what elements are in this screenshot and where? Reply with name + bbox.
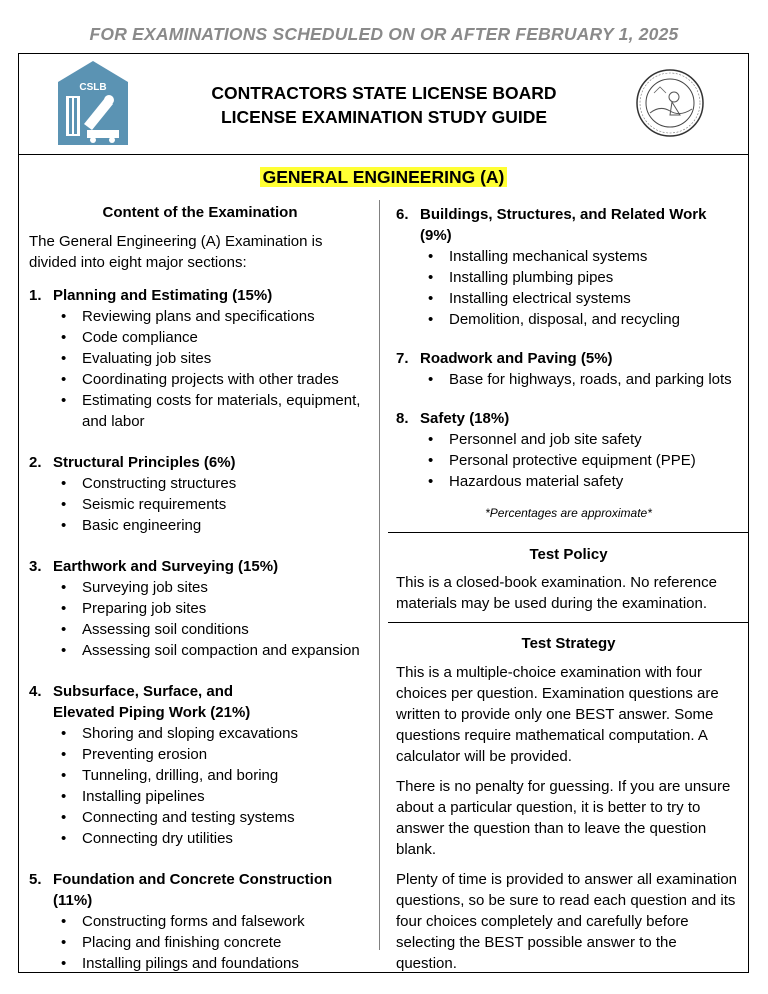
list-item: • Installing electrical systems (396, 288, 741, 309)
section-heading-cont: Elevated Piping Work (21%) (53, 704, 251, 721)
list-item: • Preventing erosion (29, 744, 371, 765)
list-item: • Evaluating job sites (29, 348, 371, 369)
test-policy-heading: Test Policy (529, 546, 608, 563)
guide-title: LICENSE EXAMINATION STUDY GUIDE (220, 107, 548, 127)
list-item: • Seismic requirements (29, 494, 371, 515)
list-item: • Personal protective equipment (PPE) (396, 450, 741, 471)
list-item: • Installing pilings and foundations (29, 953, 371, 974)
list-item: • Installing mechanical systems (396, 246, 741, 267)
section-1 (29, 285, 371, 432)
section-heading: 3. Earthwork and Surveying (15%) (29, 558, 279, 575)
list-item: • Tunneling, drilling, and boring (29, 765, 371, 786)
section-heading: 8. Safety (18%) (396, 410, 510, 427)
board-title: CONTRACTORS STATE LICENSE BOARD (211, 83, 557, 103)
section-2 (29, 452, 371, 536)
test-strategy-paragraph: Plenty of time is provided to answer all examination questions, so be sure to read each question and its four choices completely and carefully before selecting the BEST possible answer to the question. (396, 871, 738, 972)
list-item: • Constructing structures (29, 473, 371, 494)
section-5 (29, 869, 371, 974)
section-8 (396, 408, 741, 492)
test-policy-text: This is a closed-book examination. No reference materials may be used during the examination. (396, 574, 717, 612)
section-heading: 4. Subsurface, Surface, and (29, 683, 234, 700)
divider-line (388, 532, 749, 533)
test-strategy-heading: Test Strategy (521, 635, 616, 652)
list-item: • Connecting dry utilities (29, 828, 371, 849)
list-item: • Shoring and sloping excavations (29, 723, 371, 744)
section-heading: 6. Buildings, Structures, and Related Work (9%) (396, 206, 707, 244)
right-column (396, 204, 741, 974)
study-guide-frame (18, 53, 749, 973)
list-item: • Coordinating projects with other trades (29, 369, 371, 390)
exam-date-banner: FOR EXAMINATIONS SCHEDULED ON OR AFTER FEBRUARY 1, 2025 (89, 24, 679, 44)
test-strategy-paragraph: There is no penalty for guessing. If you are unsure about a particular question, it is better to try to answer the question than to leave the question blank. (396, 778, 731, 858)
header (19, 54, 748, 155)
california-state-seal (636, 69, 704, 137)
list-item: • Assessing soil conditions (29, 619, 371, 640)
section-heading: 2. Structural Principles (6%) (29, 454, 236, 471)
divider-line (388, 622, 749, 623)
list-item: • Reviewing plans and specifications (29, 306, 371, 327)
list-item: • Code compliance (29, 327, 371, 348)
list-item: • Base for highways, roads, and parking lots (396, 369, 741, 390)
content-heading: Content of the Examination (102, 204, 298, 221)
cslb-logo (57, 60, 129, 146)
list-item: • Estimating costs for materials, equipment, and labor (29, 390, 371, 432)
section-7 (396, 348, 741, 390)
list-item: • Connecting and testing systems (29, 807, 371, 828)
list-item: • Installing plumbing pipes (396, 267, 741, 288)
list-item: • Preparing job sites (29, 598, 371, 619)
column-divider (379, 200, 380, 950)
test-strategy-paragraph: This is a multiple-choice examination with four choices per question. Examination questions are written to provide only one BEST answer. Some questions require mathematical computation. A calculator will be provided. (396, 664, 719, 765)
section-heading: 7. Roadwork and Paving (5%) (396, 350, 613, 367)
list-item: • Assessing soil compaction and expansion (29, 640, 371, 661)
section-heading: 1. Planning and Estimating (15%) (29, 287, 273, 304)
left-column (29, 204, 371, 974)
list-item: • Installing pipelines (29, 786, 371, 807)
logo-text: CSLB (79, 82, 107, 93)
section-heading: 5. Foundation and Concrete Construction (11%) (29, 871, 333, 909)
percentages-note: *Percentages are approximate* (485, 506, 652, 520)
list-item: • Hazardous material safety (396, 471, 741, 492)
content-intro: The General Engineering (A) Examination is divided into eight major sections: (29, 233, 323, 271)
exam-classification-title: GENERAL ENGINEERING (A) (260, 167, 508, 187)
list-item: • Placing and finishing concrete (29, 932, 371, 953)
section-4 (29, 681, 371, 849)
section-3 (29, 556, 371, 661)
list-item: • Demolition, disposal, and recycling (396, 309, 741, 330)
list-item: • Personnel and job site safety (396, 429, 741, 450)
list-item: • Constructing forms and falsework (29, 911, 371, 932)
section-6 (396, 204, 741, 330)
list-item: • Surveying job sites (29, 577, 371, 598)
list-item: • Basic engineering (29, 515, 371, 536)
